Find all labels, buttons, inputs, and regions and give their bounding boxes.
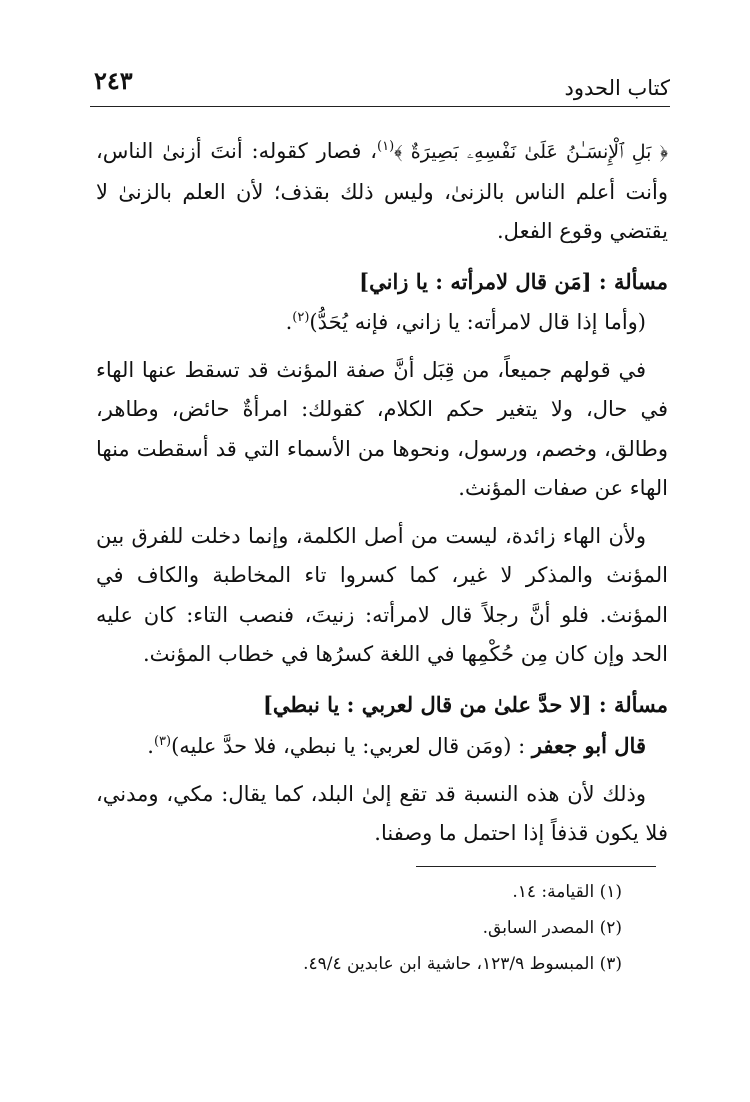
paragraph (96, 303, 668, 343)
paragraph: ولأن الهاء زائدة، ليست من أصل الكلمة، وإنما دخلت للفرق بين المؤنث والمذكر لا غير، كما كسروا تاء المخاطبة والكاف في المؤنث. فلو أنَّ رجلاً قال لامرأته: زنيتَ، فنصب التاء: كان عليه الحد وإن كان مِن حُكْمِها في اللغة كسرُها في خطاب المؤنث. (96, 523, 668, 666)
paragraph-text: : (ومَن قال لعربي: يا نبطي، فلا حدَّ عليه) (171, 734, 532, 758)
footnote: (٣) المبسوط ١٢٣/٩، حاشية ابن عابدين ٤٩/٤. (303, 954, 622, 974)
header-divider (90, 106, 670, 107)
paragraph: وذلك لأن هذه النسبة قد تقع إلىٰ البلد، كما يقال: مكي، ومدني، فلا يكون قذفاً إذا احتمل ما وصفنا. (96, 781, 668, 845)
footnote-marker: (١) (377, 139, 395, 154)
section-heading: مسألة : [مَن قال لامرأته : يا زاني] (359, 268, 668, 294)
footnote-divider (416, 866, 656, 867)
paragraph (96, 726, 668, 767)
footnote-marker: (٢) (292, 310, 310, 325)
paragraph-text: ، فصار كقوله: أنتَ أزنىٰ الناس، وأنت أعلم الناس بالزنىٰ، وليس ذلك بقذف؛ لأن العلم بالزنىٰ لا يقتضي وقوع الفعل. (96, 139, 668, 243)
section-heading: مسألة : [لا حدَّ علىٰ من قال لعربي : يا نبطي] (262, 691, 668, 717)
paragraph-text: (وأما إذا قال لامرأته: يا زاني، فإنه يُحَدُّ) (309, 310, 646, 334)
footnote: (٢) المصدر السابق. (482, 918, 622, 938)
page-number: ٢٤٣ (94, 66, 133, 95)
footnote: (١) القيامة: ١٤. (512, 882, 622, 902)
paragraph: في قولهم جميعاً، من قِبَل أنَّ صفة المؤنث قد تسقط عنها الهاء في حال، ولا يتغير حكم الكلام، كقولك: امرأةٌ حائض، وطاهر، وطالق، وخصم، ورسول، ونحوها من الأسماء التي قد أسقطت منها الهاء عن صفات المؤنث. (96, 357, 668, 500)
footnotes (96, 874, 622, 982)
paragraph-end: . (285, 310, 293, 334)
footnote-marker: (٣) (153, 734, 172, 749)
chapter-title: كتاب الحدود (564, 76, 670, 100)
page-header (90, 64, 670, 108)
main-text (96, 132, 668, 854)
speaker-name: قال أبو جعفر (531, 733, 646, 758)
paragraph-end: . (147, 734, 154, 758)
paragraph (96, 132, 668, 252)
quran-verse: ﴿ بَلِ ٱلْإِنسَـٰنُ عَلَىٰ نَفْسِهِۦ بَصِيرَةٌ ﴾ (394, 141, 669, 163)
